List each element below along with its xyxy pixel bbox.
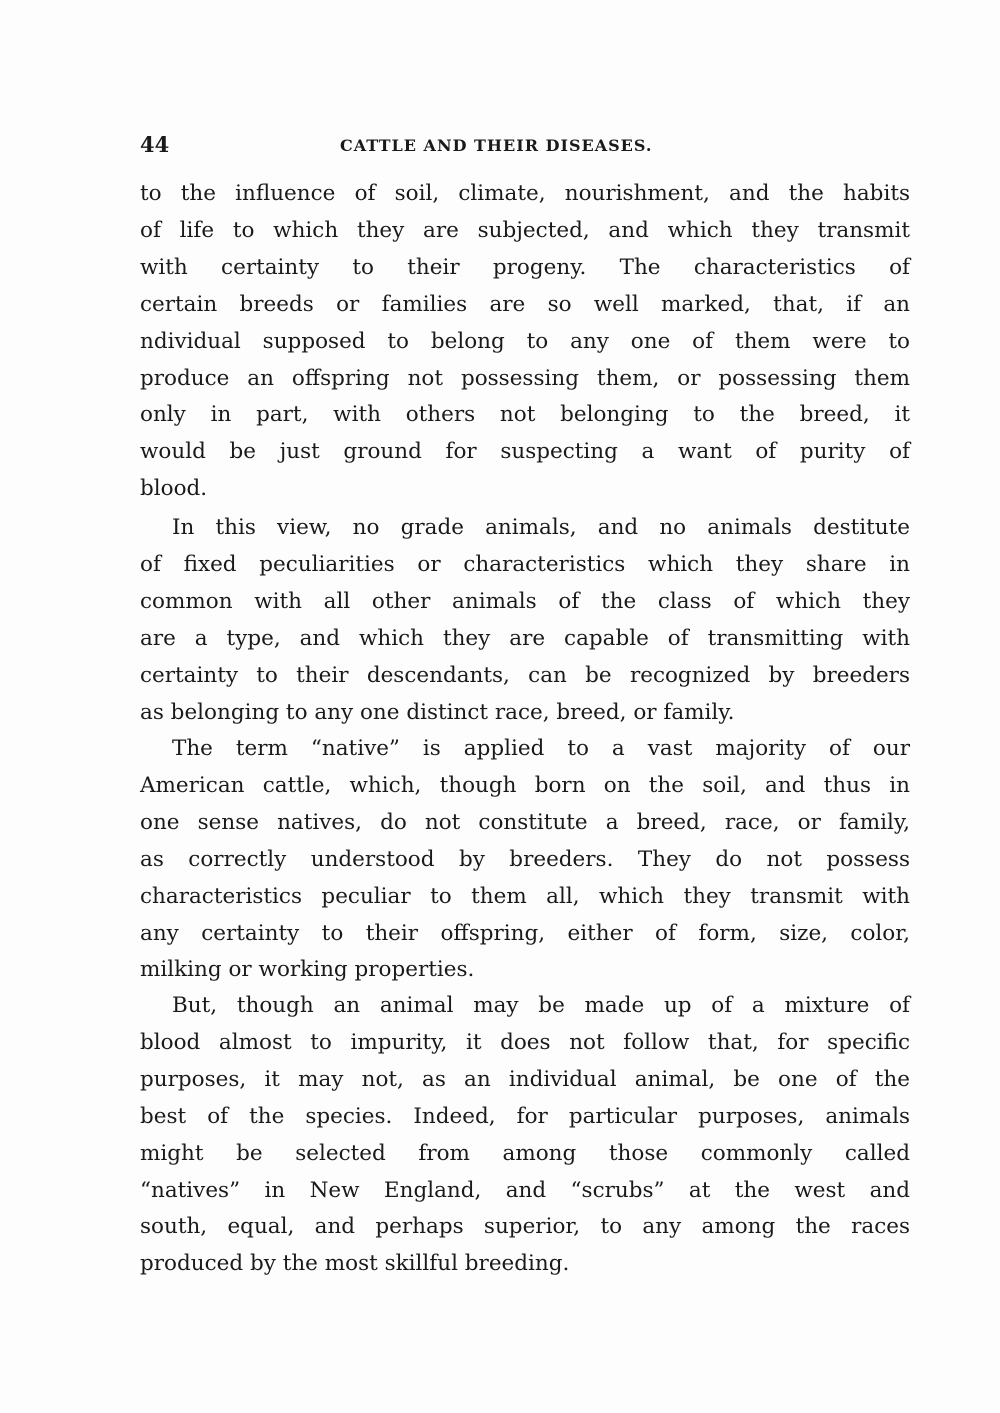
text-line: blood almost to impurity, it does not follow that, for specific xyxy=(140,1029,910,1055)
text-line: blood. xyxy=(140,476,208,502)
text-line: characteristics peculiar to them all, which they transmit with xyxy=(140,883,910,909)
text-line: ndividual supposed to belong to any one of them were to xyxy=(140,328,910,354)
text-line: might be selected from among those commonly called xyxy=(140,1140,910,1166)
text-line: one sense natives, do not constitute a breed, race, or family, xyxy=(140,809,910,835)
text-line: of life to which they are subjected, and which they transmit xyxy=(140,217,910,243)
text-line: certainty to their descendants, can be recognized by breeders xyxy=(140,662,910,688)
text-line: are a type, and which they are capable of transmitting with xyxy=(140,625,910,651)
text-line: as belonging to any one distinct race, breed, or family. xyxy=(140,699,735,725)
text-line: certain breeds or families are so well marked, that, if an xyxy=(140,291,910,317)
text-line: would be just ground for suspecting a want of purity of xyxy=(140,439,910,465)
text-line: American cattle, which, though born on the soil, and thus in xyxy=(140,772,910,798)
text-line: But, though an animal may be made up of a mixture of xyxy=(172,993,910,1018)
text-line: best of the species. Indeed, for particular purposes, animals xyxy=(140,1103,910,1129)
text-line: produce an offspring not possessing them, or possessing them xyxy=(140,365,910,391)
text-line: as correctly understood by breeders. They do not possess xyxy=(140,846,910,872)
text-line: produced by the most skillful breeding. xyxy=(140,1251,570,1277)
text-line: milking or working properties. xyxy=(140,957,475,983)
text-line: with certainty to their progeny. The characteristics of xyxy=(140,254,910,280)
text-line: “natives” in New England, and “scrubs” at the west and xyxy=(140,1177,910,1203)
text-line: purposes, it may not, as an individual animal, be one of the xyxy=(140,1066,910,1092)
text-line: In this view, no grade animals, and no animals destitute xyxy=(172,515,910,540)
text-line: south, equal, and perhaps superior, to any among the races xyxy=(140,1214,910,1240)
text-line: only in part, with others not belonging to the breed, it xyxy=(140,402,910,428)
text-line: The term “native” is applied to a vast majority of our xyxy=(172,736,910,761)
text-line: any certainty to their offspring, either of form, size, color, xyxy=(140,920,910,946)
text-line: common with all other animals of the class of which they xyxy=(140,588,910,614)
text-line: of fixed peculiarities or characteristics which they share in xyxy=(140,551,910,577)
page-number: 44 xyxy=(140,132,170,157)
running-title: CATTLE AND THEIR DISEASES. xyxy=(340,136,653,155)
text-line: to the influence of soil, climate, nourishment, and the habits xyxy=(140,181,910,206)
